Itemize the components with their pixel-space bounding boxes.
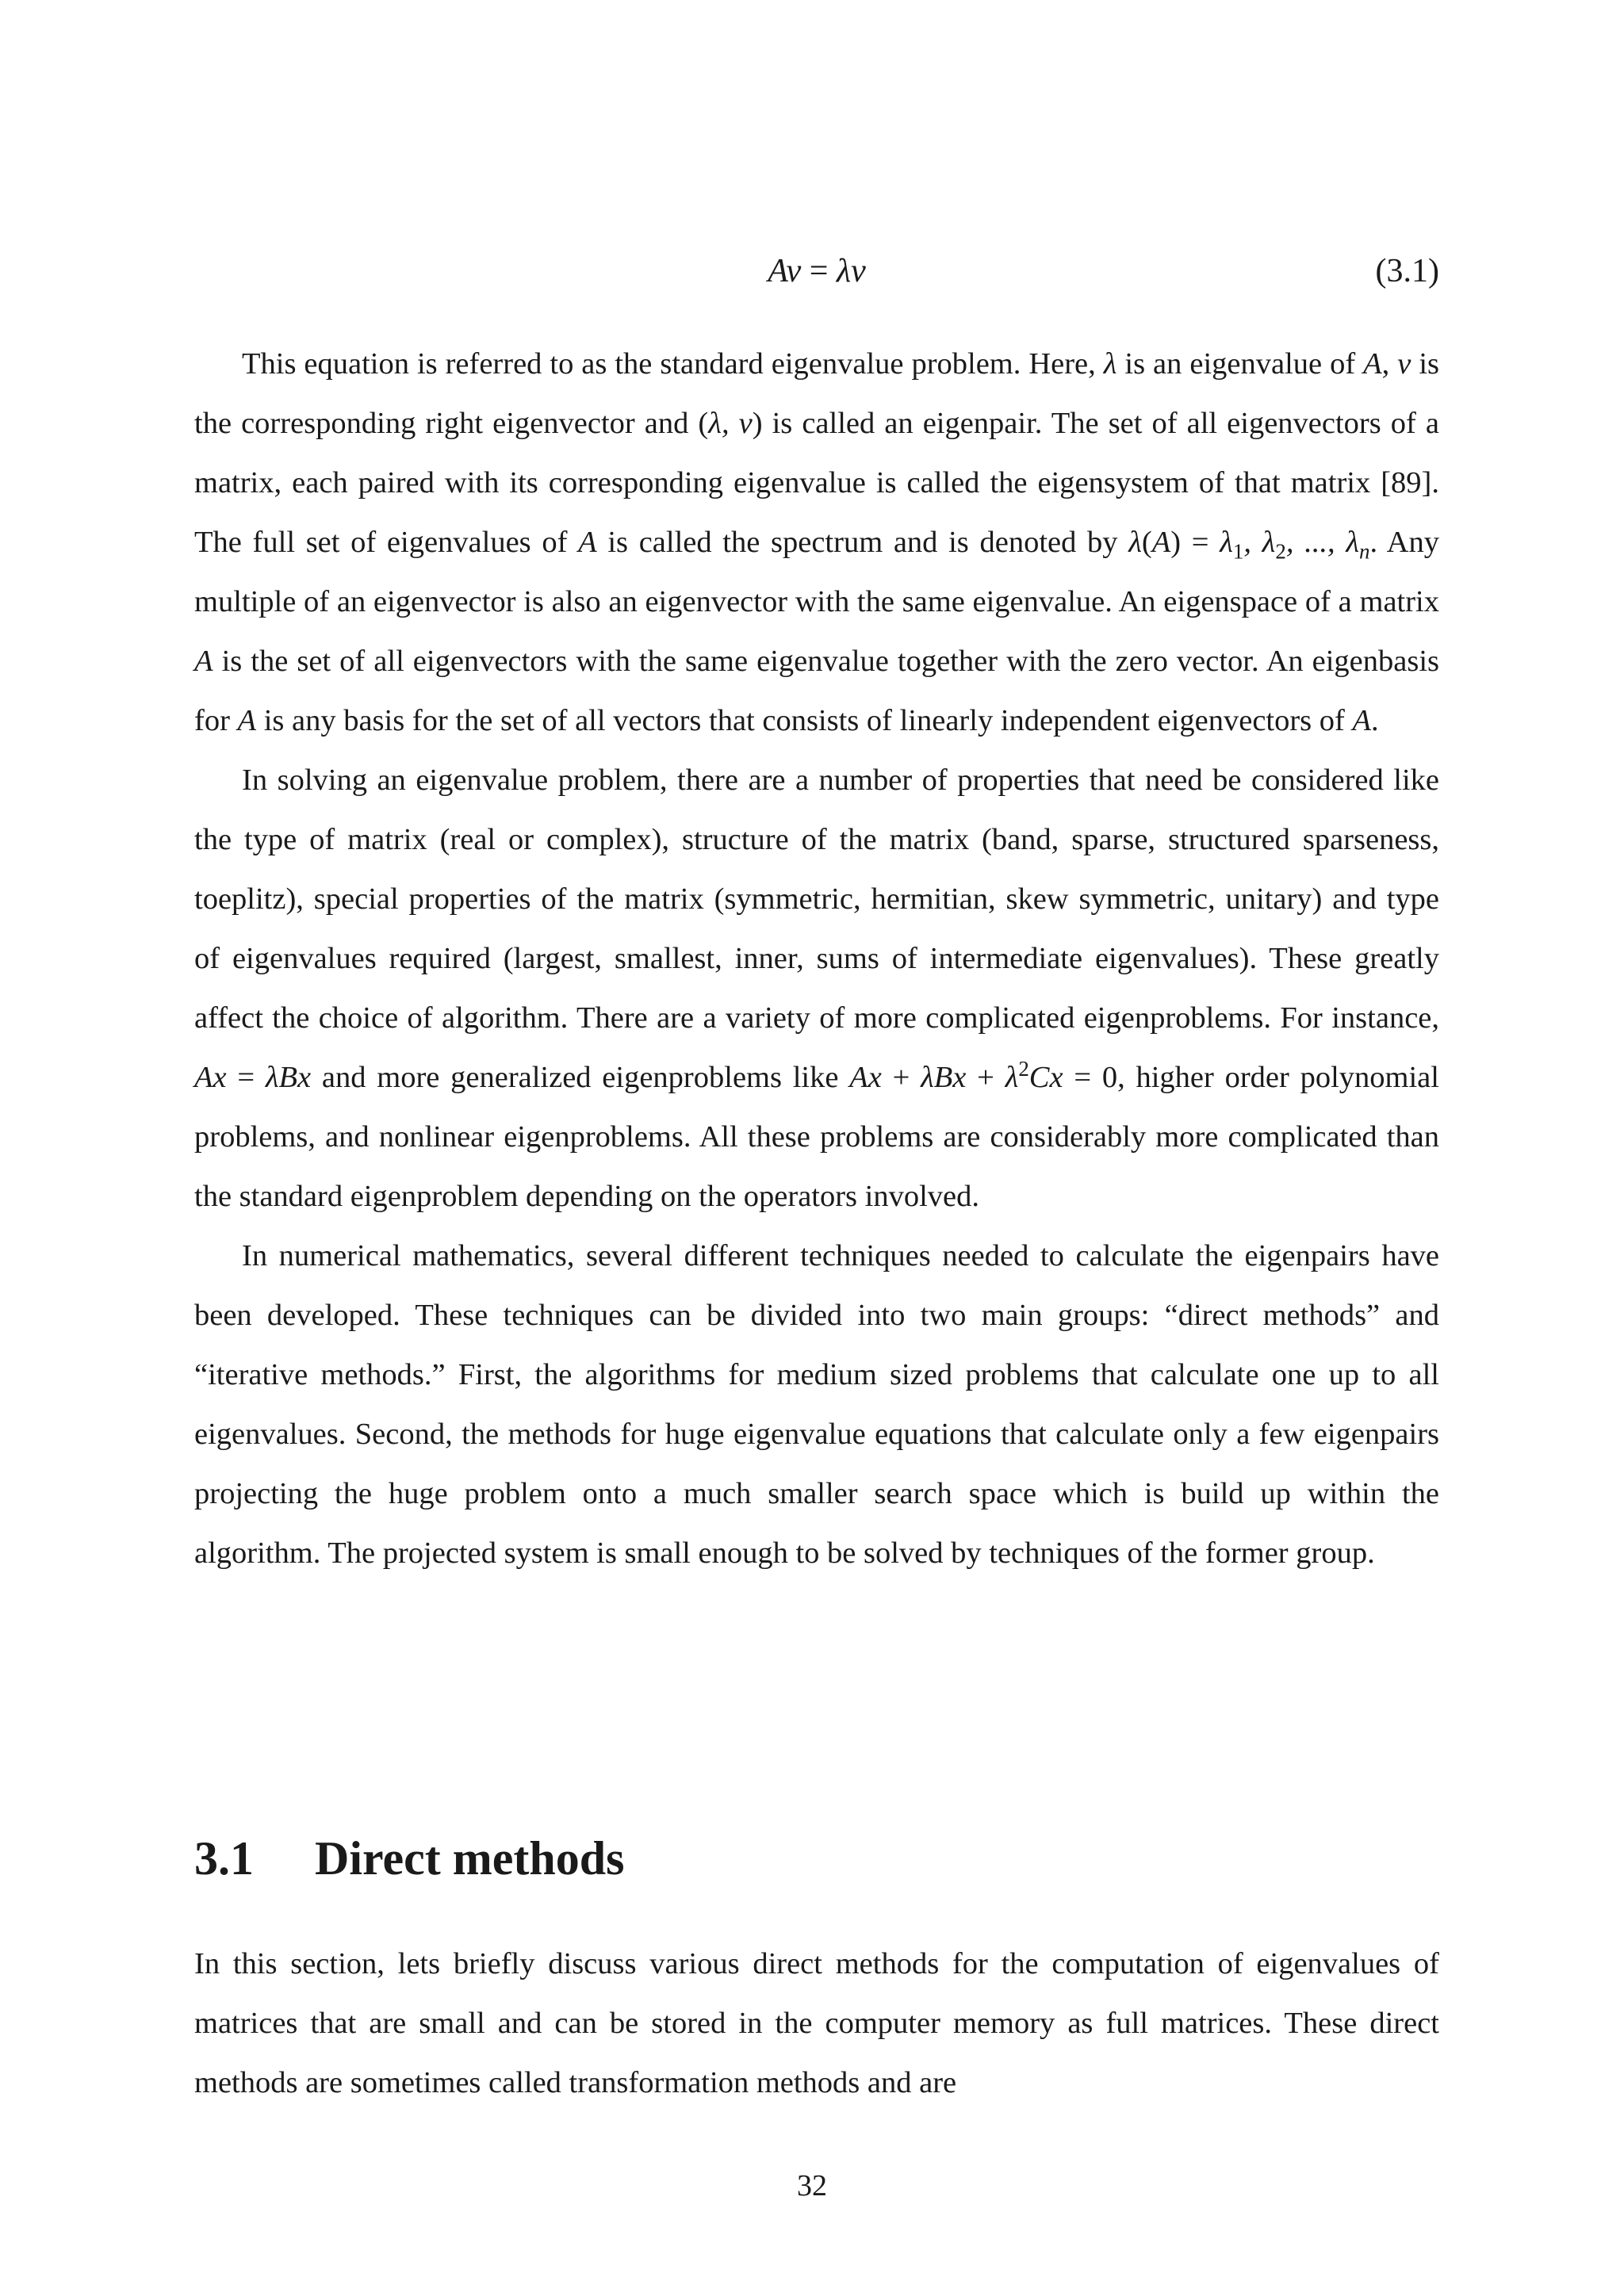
paragraph-2-part-3: , higher order polynomial problems, and nonlinear eigenproblems. All these problems are considerably more complicated than the standard eigenproblem depending on the operators involved. bbox=[194, 1061, 1439, 1213]
paragraph-2: In solving an eigenvalue problem, there are a number of properties that need be considered like the type of matrix (real or complex), structure of the matrix (band, sparse, structured sparseness, toeplitz), special properties of the matrix (symmetric, hermitian, skew symmetric, unitary) and type of eigenvalues required (largest, smallest, inner, sums of intermediate eigenvalues). These greatly affect the choice of algorithm. There are a variety of more complicated eigenproblems. For instance, Ax = λBx and more generalized eigenproblems like $Ax + \lambda Bx + \lambda^2Cx = 0$, higher order polynomial problems, and nonlinear eigenproblems. All these problems are considerably more complicated than the standard eigenproblem depending on the operators involved. bbox=[194, 763, 1439, 1213]
equation-expression: Av = λv bbox=[768, 253, 866, 289]
paragraph-2-part-1: In solving an eigenvalue problem, there are a number of properties that need be considered like the type of matrix (real or complex), structure of the matrix (band, sparse, structured sparseness, toeplitz), special properties of the matrix (symmetric, hermitian, skew symmetric, unitary) and type of eigenvalues required (largest, smallest, inner, sums of intermediate eigenvalues). These greatly affect the choice of algorithm. There are a variety of more complicated eigenproblems. For instance, bbox=[194, 763, 1439, 1035]
section-heading bbox=[194, 1831, 624, 1886]
section-paragraph: In this section, lets briefly discuss various direct methods for the computation of eigenvalues of matrices that are small and can be stored in the computer memory as full matrices. These direct methods are sometimes called transformation methods and are bbox=[194, 1947, 1439, 2099]
paragraph-1: This equation is referred to as the standard eigenvalue problem. Here, λ is an eigenvalue of A, v is the corresponding right eigenvector and (λ, v) is called an eigenpair. The set of all eigenvectors of a matrix, each paired with its corresponding eigenvalue is called the eigensystem of that matrix [89]. The full set of eigenvalues of A is called the spectrum and is denoted by $\lambda(A) = \lambda_1$, $\lambda_2$, ..., $\lambda_n$. Any multiple of an eigenvector is also an eigenvector with the same eigenvalue. An eigenspace of a matrix A is the set of all eigenvectors with the same eigenvalue together with the zero vector. An eigenbasis for A is any basis for the set of all vectors that consists of linearly independent eigenvectors of A. bbox=[194, 347, 1440, 737]
section-text bbox=[194, 1934, 1439, 2113]
paragraph-2-part-2: and more generalized eigenproblems like bbox=[311, 1061, 850, 1094]
equation-3-1 bbox=[194, 238, 1439, 301]
equation-number: (3.1) bbox=[1375, 253, 1439, 289]
page-number: 32 bbox=[797, 2169, 827, 2202]
section-title: Direct methods bbox=[315, 1832, 625, 1885]
body-text bbox=[194, 335, 1439, 1583]
paragraph-3: In numerical mathematics, several different techniques needed to calculate the eigenpairs have been developed. These techniques can be divided into two main groups: “direct methods” and “iterative methods.” First, the algorithms for medium sized problems that calculate one up to all eigenvalues. Second, the methods for huge eigenvalue equations that calculate only a few eigenpairs projecting the huge problem onto a much smaller search space which is build up within the algorithm. The projected system is small enough to be solved by techniques of the former group. bbox=[194, 1239, 1439, 1570]
section-number: 3.1 bbox=[194, 1832, 254, 1885]
